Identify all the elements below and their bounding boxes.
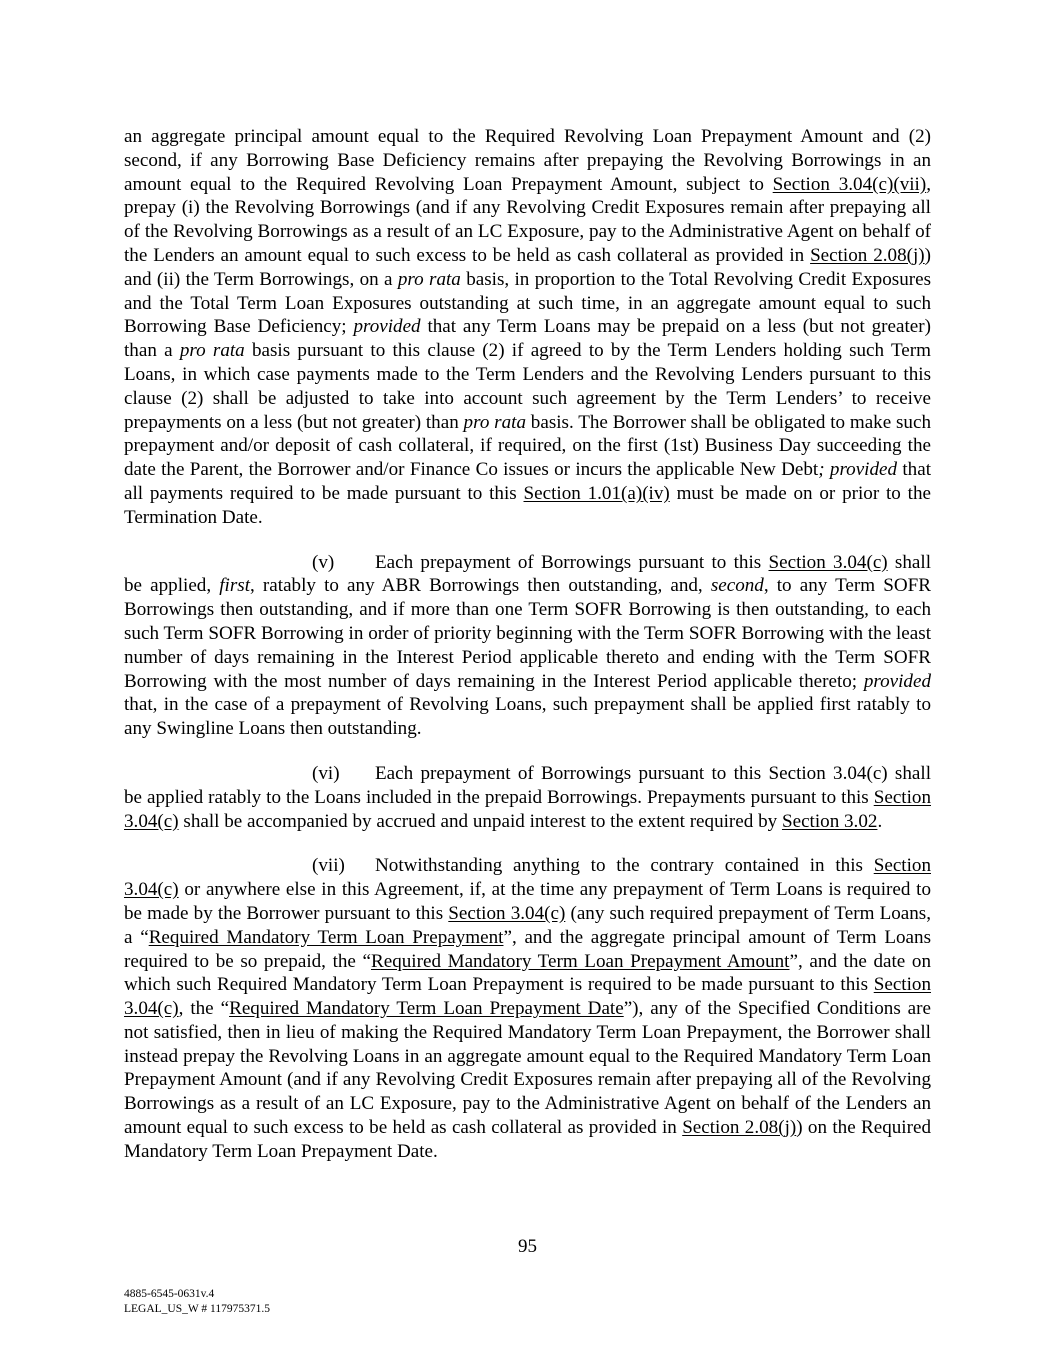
text-run: ”), any of the Specified Conditions are not satisfied, then in lieu of making the Required Mandatory Term Loan Prepayment, the Borrower shall instead prepay the Revolving Loans in an aggregate amount equal to the Required Mandatory Term Loan Prepayment Amount (and if any Revolving Credit Exposures remain after prepaying all of the Revolving Borrowings as a result of an LC Exposure, pay to the Administrative Agent on behalf of the Lenders an amount equal to such excess to be held as cash collateral as provided in [124, 998, 931, 1139]
emphasis: provided [353, 316, 421, 338]
section-reference: Section 3.04(c) [124, 786, 931, 832]
emphasis: second [710, 575, 764, 597]
section-reference: Section 3.04(c)(vii) [772, 173, 927, 195]
text-run: shall be applied, [124, 551, 931, 597]
clause-number: (vii) [312, 855, 345, 877]
document-footer [124, 1287, 270, 1317]
text-run: ”, and the date on which such Required Mandatory Term Loan Prepayment is required to be made pursuant to this [124, 950, 931, 996]
clause-number: (v) [312, 551, 335, 573]
text-run: that all payments required to be made pursuant to this [124, 459, 932, 504]
section-reference: Section 2.08(j) [810, 244, 925, 266]
text-run: ) and (ii) the Term Borrowings, on a [124, 244, 931, 290]
section-reference: Section 3.04(c) [768, 551, 888, 573]
text-run: basis pursuant to this clause (2) if agreed to by the Term Lenders holding such Term Loans, in which case payments made to the Term Lenders and the Revolving Lenders pursuant to this clause (2) shall be adjusted to take into account such agreement by the Term Lenders’ to receive prepayments on a less (but not greater) than [124, 340, 931, 433]
document-body [124, 125, 931, 1185]
text-run: ”, and the aggregate principal amount of Term Loans required to be so prepaid, the “ [124, 926, 931, 972]
section-reference: Section 3.02 [781, 810, 878, 832]
text-run: must be made on or prior to the Termination Date. [124, 482, 931, 528]
defined-term: Required Mandatory Term Loan Prepayment Date [229, 998, 624, 1020]
emphasis: pro rata [397, 268, 461, 290]
text-run: , ratably to any ABR Borrowings then outstanding, and, [250, 575, 711, 597]
defined-term: Required Mandatory Term Loan Prepayment Amount [371, 950, 790, 972]
text-run: Notwithstanding anything to the contrary contained in this [375, 855, 874, 877]
text-run: Each prepayment of Borrowings pursuant to this Section 3.04(c) shall be applied ratably to the Loans included in the prepaid Borrowings. Prepayments pursuant to this [124, 762, 931, 808]
emphasis: pro rata [463, 411, 526, 433]
text-run: , to any Term SOFR Borrowings then outstanding, and if more than one Term SOFR Borrowing is then outstanding, to each such Term SOFR Borrowing in order of priority beginning with the Term SOFR Borrowing with the least number of days remaining in the Interest Period applicable thereto and ending with the Term SOFR Borrowing with the most number of days remaining in the Interest Period applicable thereto; [124, 575, 931, 692]
text-run: , the “ [178, 998, 230, 1020]
text-run: or anywhere else in this Agreement, if, at the time any prepayment of Term Loans is required to be made by the Borrower pursuant to this [124, 879, 931, 924]
text-run: basis. The Borrower shall be obligated to make such prepayment and/or deposit of cash collateral, if required, on the first (1st) Business Day succeeding the date the Parent, the Borrower and/or Finance Co issues or incurs the applicable New Debt [124, 411, 931, 481]
text-run: , prepay (i) the Revolving Borrowings (and if any Revolving Credit Exposures remain after prepaying all of the Revolving Borrowings as a result of an LC Exposure, pay to the Administrative Agent on behalf of the Lenders an amount equal to such excess to be held as cash collateral as provided in [124, 173, 931, 266]
text-run: basis, in proportion to the Total Revolving Credit Exposures and the Total Term Loan Exposures outstanding at such time, in an aggregate amount equal to such Borrowing Base Deficiency; [124, 268, 932, 338]
paragraph-continuation [124, 125, 931, 530]
text-run: that, in the case of a prepayment of Revolving Loans, such prepayment shall be applied first ratably to any Swingline Loans then outstanding. [124, 694, 931, 740]
footer-legal-id: LEGAL_US_W # 117975371.5 [124, 1303, 270, 1315]
section-reference: Section 1.01(a)(iv) [523, 482, 670, 504]
emphasis: provided [829, 459, 898, 481]
paragraph-v [124, 551, 931, 741]
emphasis: pro rata [179, 340, 245, 362]
footer-doc-id: 4885-6545-0631v.4 [124, 1288, 215, 1300]
text-run: that any Term Loans may be prepaid on a less (but not greater) than a [124, 316, 931, 362]
text-run: an aggregate principal amount equal to the Required Revolving Loan Prepayment Amount and (2) second, if any Borrowing Base Deficiency remains after prepaying the Revolving Borrowings in an amount equal to the Required Revolving Loan Prepayment Amount, subject to [124, 126, 931, 195]
section-reference: Section 3.04(c) [124, 855, 931, 901]
emphasis: provided [863, 670, 931, 692]
paragraph-vi [124, 762, 931, 833]
paragraph-vii [124, 854, 931, 1163]
page-number: 95 [518, 1236, 537, 1257]
text-run: shall be accompanied by accrued and unpaid interest to the extent required by [178, 810, 782, 832]
emphasis: first [219, 575, 251, 597]
section-reference: Section 3.04(c) [124, 974, 931, 1020]
text-run: ) on the Required Mandatory Term Loan Prepayment Date. [124, 1117, 931, 1162]
section-reference: Section 3.04(c) [448, 902, 566, 924]
defined-term: Required Mandatory Term Loan Prepayment [148, 926, 504, 948]
emphasis: ; [818, 459, 825, 481]
text-run: (any such required prepayment of Term Loans, a “ [124, 902, 932, 948]
text-run: . [877, 810, 883, 832]
clause-number: (vi) [312, 762, 340, 784]
section-reference: Section 2.08(j) [682, 1117, 797, 1139]
text-run: Each prepayment of Borrowings pursuant to this [375, 551, 769, 573]
